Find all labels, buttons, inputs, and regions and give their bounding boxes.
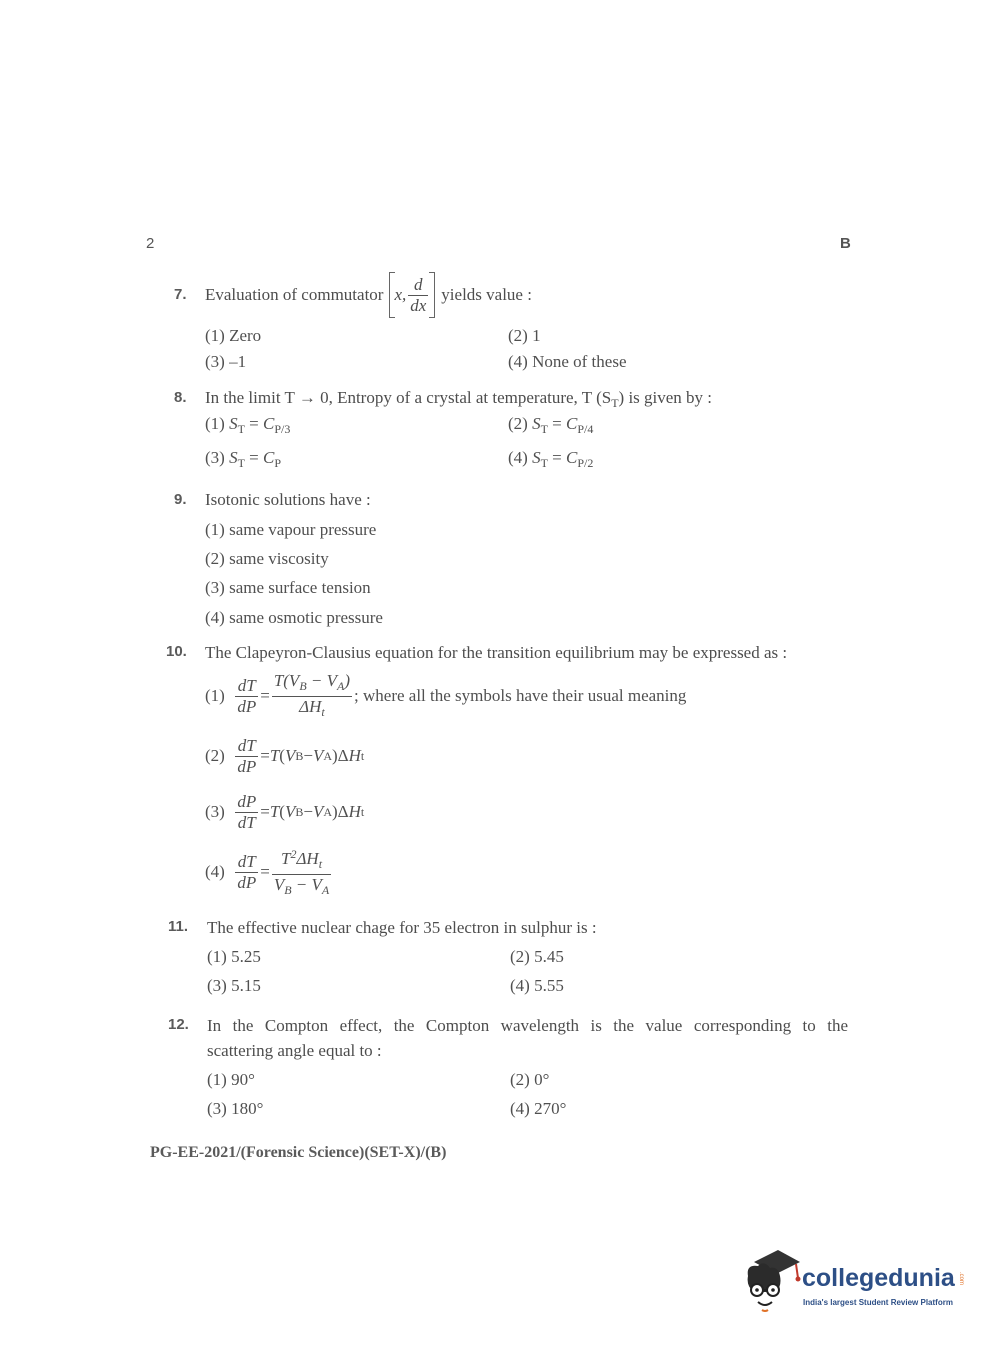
- q8-option-2: (2) $S_T = C_{P/4}$: [508, 414, 594, 436]
- q11-option-1: (1) 5.25: [207, 947, 261, 966]
- q8-sub-3: P: [274, 456, 282, 470]
- q12-option-4: (4) 270°: [510, 1099, 567, 1118]
- q10-label-4: (4): [205, 862, 225, 881]
- q8-text-end: ) is given by :: [618, 388, 713, 407]
- q9-option-1: (1) same vapour pressure: [205, 520, 377, 539]
- q11-number: 11.: [168, 918, 189, 935]
- q10-label-3: (3): [205, 802, 225, 821]
- q8-sub-2: P/4: [577, 422, 594, 436]
- q10-option-2: (2) $\frac{dT}{dP}$ = T ( V B − V A )Δ H t: [205, 735, 365, 776]
- q9-option-2: (2) same viscosity: [205, 549, 329, 568]
- q7-option-4: (4) None of these: [508, 352, 627, 371]
- q8-text: [205, 388, 712, 411]
- page-number: 2: [146, 235, 155, 252]
- q10-text: The Clapeyron-Clausius equation for the transition equilibrium may be expressed as :: [205, 643, 788, 662]
- mascot-icon: [740, 1246, 802, 1312]
- q12-option-1: (1) 90°: [207, 1070, 255, 1089]
- q7-text: [205, 270, 532, 320]
- q7-option-3: (3) –1: [205, 352, 247, 371]
- q10-option-1: (1) $\frac{dT}{dP}$ = $\frac{T(V_B - V_A)}{\Delta H_t}$ ; where all the symbols have their usual meaning: [205, 670, 687, 719]
- q8-number: 8.: [174, 389, 187, 406]
- q9-number: 9.: [174, 491, 187, 508]
- q11-option-4: (4) 5.55: [510, 976, 564, 995]
- q12-number: 12.: [168, 1016, 189, 1033]
- logo-name: collegedunia: [802, 1264, 955, 1292]
- logo-tagline: India's largest Student Review Platform: [803, 1298, 953, 1307]
- q9-text: Isotonic solutions have :: [205, 490, 371, 509]
- q7-commutator: [389, 272, 435, 318]
- q8-label-2: (2): [508, 414, 528, 433]
- q12-option-2: (2) 0°: [510, 1070, 550, 1089]
- q8-label-4: (4): [508, 448, 528, 467]
- q7-suffix: yields value :: [441, 285, 532, 304]
- q7-comm-den: dx: [410, 295, 427, 315]
- q8-label-3: (3): [205, 448, 225, 467]
- q8-sub-1: P/3: [274, 422, 291, 436]
- q10-option-3: (3) $\frac{dP}{dT}$ = T ( V B − V A )Δ H t: [205, 791, 365, 832]
- q8-sub-4: P/2: [577, 456, 594, 470]
- q8-label-1: (1): [205, 414, 225, 433]
- q10-option-1-note: ; where all the symbols have their usual meaning: [354, 686, 687, 705]
- q7-number: 7.: [174, 286, 187, 303]
- q8-option-4: (4) $S_T = C_{P/2}$: [508, 448, 594, 470]
- q7-comm-x: x,: [394, 285, 407, 304]
- q8-option-3: (3) $S_T = C_P$: [205, 448, 282, 470]
- q10-label-1: (1): [205, 686, 225, 705]
- q7-option-1: (1) Zero: [205, 326, 262, 345]
- q11-text: The effective nuclear chage for 35 electron in sulphur is :: [207, 918, 597, 937]
- q11-option-3: (3) 5.15: [207, 976, 261, 995]
- logo-domain: .com: [958, 1272, 964, 1286]
- q12-line-1: In the Compton effect, the Compton wavelength is the value corresponding to the: [207, 1016, 848, 1035]
- q12-option-3: (3) 180°: [207, 1099, 264, 1118]
- set-letter: B: [840, 235, 851, 252]
- collegedunia-logo: [740, 1246, 970, 1316]
- q8-option-1: (1) $S_T = C_{P/3}$: [205, 414, 291, 436]
- q10-number: 10.: [166, 643, 187, 660]
- q11-option-2: (2) 5.45: [510, 947, 564, 966]
- q12-line-2: scattering angle equal to :: [207, 1041, 382, 1060]
- q10-option-4: (4) $\frac{dT}{dP}$ = $\frac{T^2\Delta H_t}{V_B - V_A}$: [205, 847, 330, 897]
- q10-label-2: (2): [205, 746, 225, 765]
- q8-text-main: In the limit T → 0, Entropy of a crystal at temperature, T (S: [205, 388, 612, 407]
- footer-code: PG-EE-2021/(Forensic Science)(SET-X)/(B): [150, 1144, 447, 1161]
- q8-text-sub: T: [611, 396, 619, 410]
- q7-prefix: Evaluation of commutator: [205, 285, 384, 304]
- q7-comm-num: d: [408, 276, 428, 296]
- q9-option-4: (4) same osmotic pressure: [205, 608, 383, 627]
- q9-option-3: (3) same surface tension: [205, 578, 371, 597]
- q7-option-2: (2) 1: [508, 326, 541, 345]
